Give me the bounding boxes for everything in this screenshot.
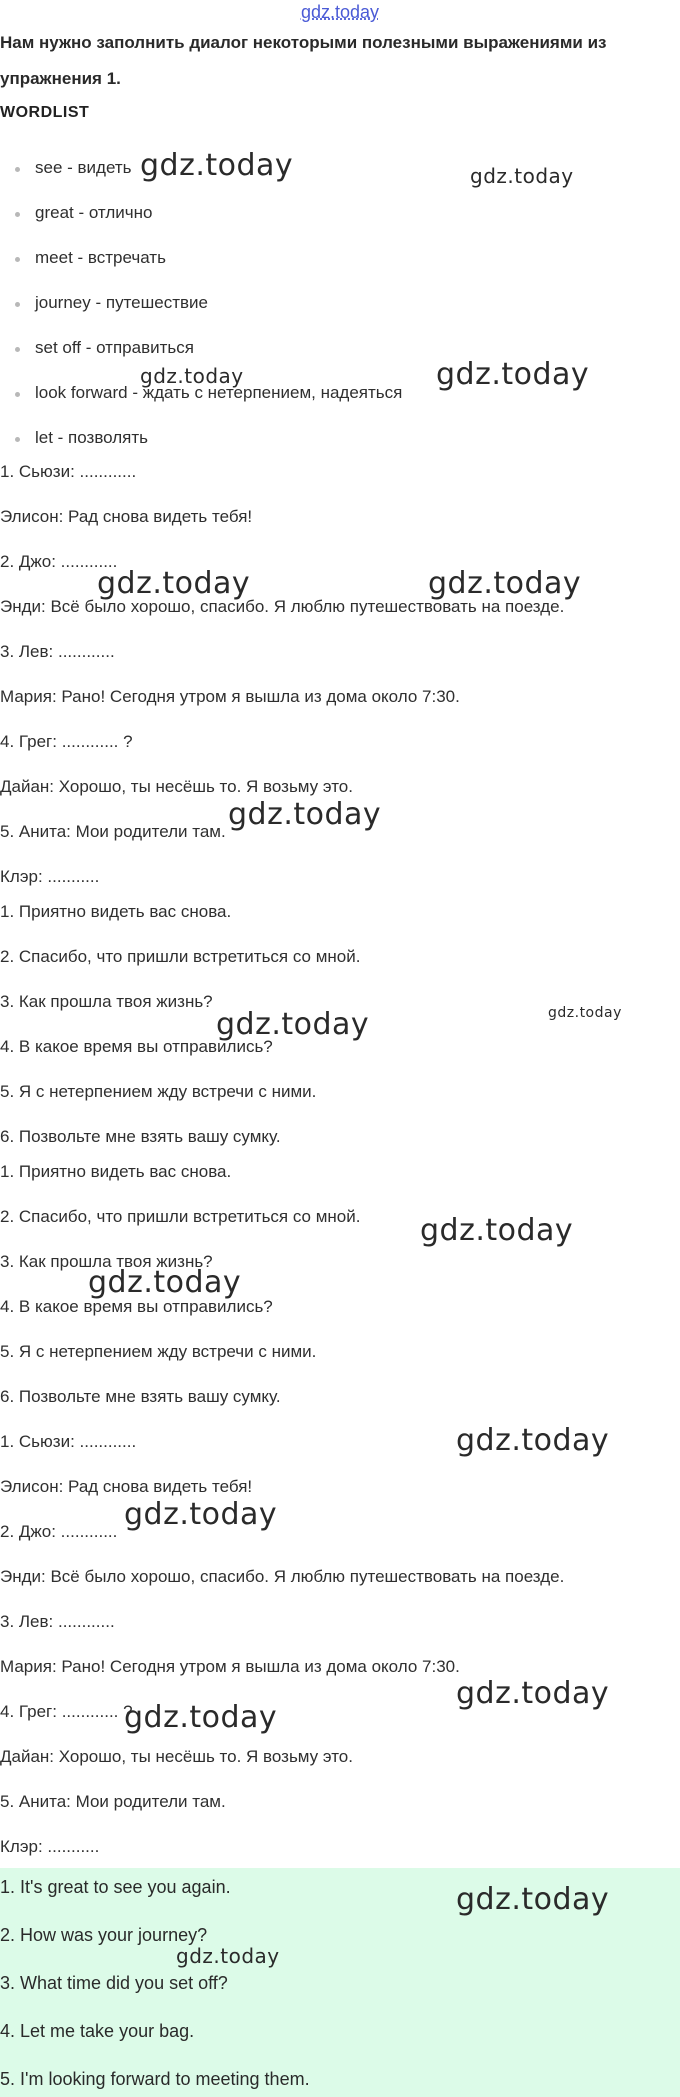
site-logo[interactable]: gdz.today (300, 2, 380, 22)
phrase-line: 6. Позвольте мне взять вашу сумку. (0, 1387, 281, 1406)
answer-line: 5. I'm looking forward to meeting them. (0, 2069, 310, 2089)
task-title-line-2: упражнения 1. (0, 69, 121, 88)
watermark: gdz.today (124, 1700, 278, 1735)
bullet-icon (15, 302, 20, 307)
phrase-line: 5. Я с нетерпением жду встречи с ними. (0, 1342, 317, 1361)
dialog-line: Клэр: ........... (0, 867, 100, 886)
wordlist-item: let - позволять (35, 428, 149, 447)
watermark: gdz.today (436, 357, 590, 392)
phrase-line: 4. В какое время вы отправились? (0, 1037, 273, 1056)
dialog-line: 4. Грег: ............ ? (0, 1702, 133, 1721)
wordlist-item: meet - встречать (35, 248, 166, 267)
watermark: gdz.today (456, 1882, 610, 1917)
watermark: gdz.today (176, 1944, 280, 1968)
bullet-icon (15, 212, 20, 217)
bullet-icon (15, 437, 20, 442)
dialog-line: Клэр: ........... (0, 1837, 100, 1856)
bullet-icon (15, 347, 20, 352)
dialog-line: Дайан: Хорошо, ты несёшь то. Я возьму это. (0, 1747, 353, 1766)
watermark: gdz.today (140, 364, 244, 388)
dialog-line: Мария: Рано! Сегодня утром я вышла из дома около 7:30. (0, 687, 460, 706)
watermark: gdz.today (228, 797, 382, 832)
wordlist-heading: WORDLIST (0, 104, 90, 121)
wordlist-item: great - отлично (35, 203, 153, 222)
watermark: gdz.today (140, 148, 294, 183)
phrase-line: 3. Как прошла твоя жизнь? (0, 1252, 213, 1271)
watermark: gdz.today (420, 1213, 574, 1248)
dialog-line: 1. Сьюзи: ............ (0, 1432, 137, 1451)
dialog-line: Элисон: Рад снова видеть тебя! (0, 507, 253, 526)
bullet-icon (15, 167, 20, 172)
watermark: gdz.today (456, 1676, 610, 1711)
wordlist-item: set off - отправиться (35, 338, 194, 357)
dialog-line: 2. Джо: ............ (0, 552, 118, 571)
bullet-icon (15, 392, 20, 397)
answer-line: 3. What time did you set off? (0, 1973, 228, 1993)
watermark: gdz.today (97, 566, 251, 601)
watermark: gdz.today (548, 1005, 622, 1021)
bullet-icon (15, 257, 20, 262)
phrase-line: 5. Я с нетерпением жду встречи с ними. (0, 1082, 317, 1101)
wordlist-item: see - видеть (35, 158, 132, 177)
watermark: gdz.today (428, 566, 582, 601)
phrase-line: 6. Позвольте мне взять вашу сумку. (0, 1127, 281, 1146)
dialog-line: Энди: Всё было хорошо, спасибо. Я люблю путешествовать на поезде. (0, 597, 565, 616)
phrase-line: 2. Спасибо, что пришли встретиться со мной. (0, 1207, 361, 1226)
task-title-line-1: Нам нужно заполнить диалог некоторыми полезными выражениями из (0, 33, 607, 52)
wordlist-item: journey - путешествие (35, 293, 208, 312)
watermark: gdz.today (88, 1265, 242, 1300)
answer-line: 4. Let me take your bag. (0, 2021, 195, 2041)
watermark: gdz.today (470, 164, 574, 188)
phrase-line: 3. Как прошла твоя жизнь? (0, 992, 213, 1011)
dialog-line: Дайан: Хорошо, ты несёшь то. Я возьму это. (0, 777, 353, 796)
dialog-line: 5. Анита: Мои родители там. (0, 1792, 226, 1811)
phrase-line: 1. Приятно видеть вас снова. (0, 1162, 232, 1181)
phrase-line: 2. Спасибо, что пришли встретиться со мной. (0, 947, 361, 966)
dialog-line: 1. Сьюзи: ............ (0, 462, 137, 481)
answer-line: 1. It's great to see you again. (0, 1877, 231, 1897)
watermark: gdz.today (124, 1497, 278, 1532)
dialog-line: 5. Анита: Мои родители там. (0, 822, 226, 841)
dialog-line: Энди: Всё было хорошо, спасибо. Я люблю путешествовать на поезде. (0, 1567, 565, 1586)
dialog-line: 3. Лев: ............ (0, 1612, 115, 1631)
phrase-line: 4. В какое время вы отправились? (0, 1297, 273, 1316)
phrase-line: 1. Приятно видеть вас снова. (0, 902, 232, 921)
dialog-line: Мария: Рано! Сегодня утром я вышла из дома около 7:30. (0, 1657, 460, 1676)
dialog-line: 2. Джо: ............ (0, 1522, 118, 1541)
watermark: gdz.today (216, 1007, 370, 1042)
dialog-line: 3. Лев: ............ (0, 642, 115, 661)
wordlist-item: look forward - ждать с нетерпением, надеяться (35, 383, 403, 402)
dialog-line: 4. Грег: ............ ? (0, 732, 133, 751)
dialog-line: Элисон: Рад снова видеть тебя! (0, 1477, 253, 1496)
answer-line: 2. How was your journey? (0, 1925, 208, 1945)
watermark: gdz.today (456, 1423, 610, 1458)
